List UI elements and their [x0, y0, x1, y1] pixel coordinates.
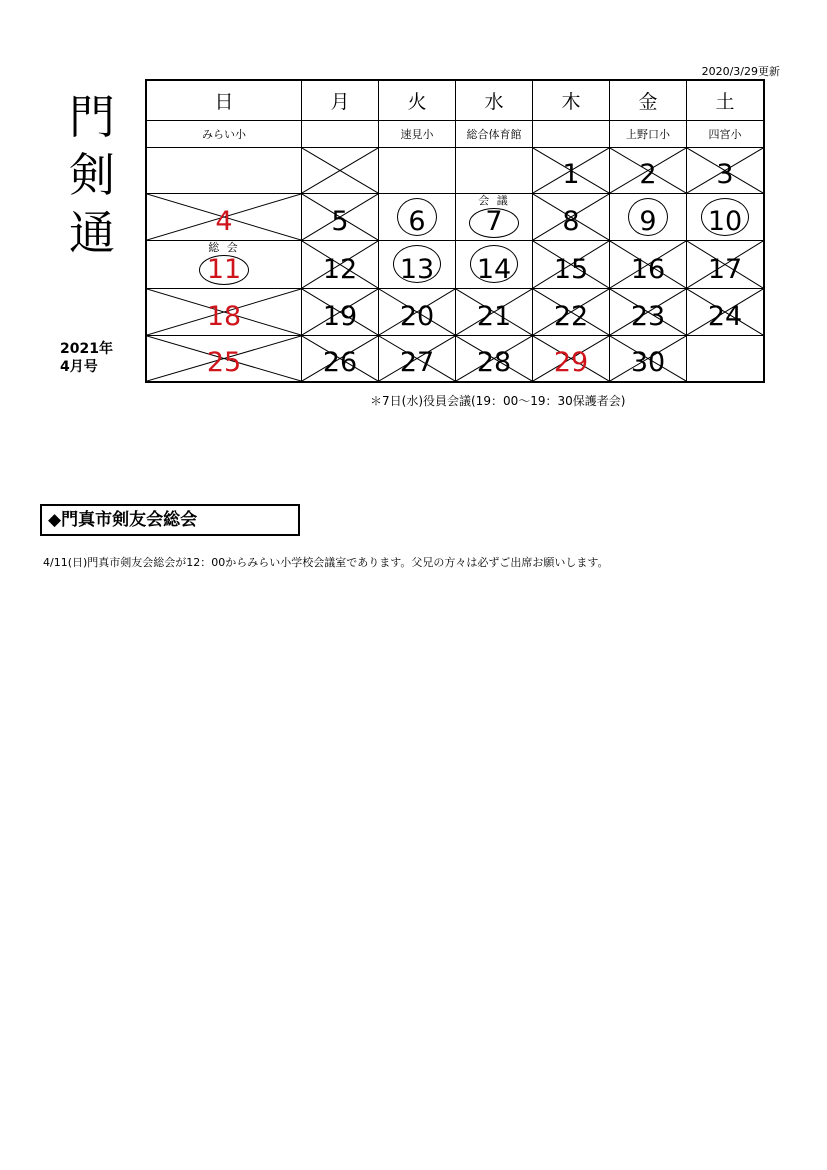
- day-number: 10: [707, 206, 743, 237]
- weekday-header: 木: [533, 81, 610, 121]
- day-number: 9: [639, 206, 657, 237]
- day-cell: [533, 194, 610, 241]
- day-cell: [456, 148, 533, 194]
- day-cell: [456, 194, 533, 241]
- day-cell: [147, 194, 302, 241]
- day-cell: [147, 148, 302, 194]
- day-number: 28: [476, 347, 512, 378]
- title-char: 通: [69, 206, 115, 260]
- issue-month: 4月号: [60, 359, 98, 375]
- day-cell: [302, 194, 379, 241]
- day-cell: [687, 289, 763, 336]
- venue-label: 上野口小: [610, 121, 687, 148]
- day-number: 16: [630, 254, 666, 285]
- weekday-header: 金: [610, 81, 687, 121]
- practice-calendar: [145, 79, 765, 383]
- day-number: 25: [206, 347, 242, 378]
- venue-label: みらい小: [147, 121, 302, 148]
- day-number: 21: [476, 301, 512, 332]
- day-cell: [147, 336, 302, 381]
- day-number: 17: [707, 254, 743, 285]
- day-number: 14: [476, 254, 512, 285]
- day-cell: [456, 336, 533, 381]
- day-number: 30: [630, 347, 666, 378]
- day-number: 27: [399, 347, 435, 378]
- day-cell: [302, 336, 379, 381]
- day-annotation: 会 議: [478, 194, 510, 207]
- day-number: 8: [562, 206, 580, 237]
- weekday-header: 水: [456, 81, 533, 121]
- day-cell: [147, 241, 302, 289]
- venue-label: 四宮小: [687, 121, 763, 148]
- cancel-mark-icon: [302, 148, 378, 193]
- calendar-footnote: ＊7日(水)役員会議(19：00～19：30保護者会): [370, 394, 626, 408]
- day-number: 29: [553, 347, 589, 378]
- issue-label: [60, 340, 113, 376]
- day-cell: [687, 336, 763, 381]
- day-cell: [687, 148, 763, 194]
- weekday-header: 土: [687, 81, 763, 121]
- day-number: 13: [399, 254, 435, 285]
- day-cell: [379, 336, 456, 381]
- day-number: 12: [322, 254, 358, 285]
- weekday-header: 月: [302, 81, 379, 121]
- day-cell: [147, 289, 302, 336]
- day-number: 18: [206, 301, 242, 332]
- day-cell: [379, 194, 456, 241]
- day-number: 22: [553, 301, 589, 332]
- day-cell: [687, 194, 763, 241]
- day-number: 24: [707, 301, 743, 332]
- day-cell: [687, 241, 763, 289]
- day-number: 4: [215, 206, 233, 237]
- day-number: 11: [206, 254, 242, 285]
- title-char: 剣: [69, 148, 115, 202]
- newsletter-title: [62, 88, 122, 262]
- day-number: 1: [562, 159, 580, 190]
- day-number: 5: [331, 206, 349, 237]
- day-cell: [302, 289, 379, 336]
- day-cell: [379, 289, 456, 336]
- day-annotation: 総 会: [208, 241, 240, 254]
- day-number: 15: [553, 254, 589, 285]
- day-number: 20: [399, 301, 435, 332]
- day-cell: [610, 289, 687, 336]
- day-number: 3: [716, 159, 734, 190]
- day-number: 2: [639, 159, 657, 190]
- day-cell: [456, 289, 533, 336]
- venue-label: [533, 121, 610, 148]
- day-number: 26: [322, 347, 358, 378]
- weekday-header: 火: [379, 81, 456, 121]
- weekday-header: 日: [147, 81, 302, 121]
- day-cell: [533, 241, 610, 289]
- day-number: 19: [322, 301, 358, 332]
- day-cell: [610, 336, 687, 381]
- day-cell: [610, 241, 687, 289]
- update-date: 2020/3/29更新: [701, 65, 780, 78]
- day-number: 23: [630, 301, 666, 332]
- day-number: 6: [408, 206, 426, 237]
- day-cell: [456, 241, 533, 289]
- venue-label: 総合体育館: [456, 121, 533, 148]
- day-cell: [610, 148, 687, 194]
- day-number: 7: [485, 206, 503, 237]
- day-cell: [610, 194, 687, 241]
- venue-label: [302, 121, 379, 148]
- title-char: 門: [69, 90, 115, 144]
- issue-year: 2021年: [60, 341, 113, 357]
- day-cell: [533, 289, 610, 336]
- venue-label: 速見小: [379, 121, 456, 148]
- day-cell: [302, 241, 379, 289]
- day-cell: [302, 148, 379, 194]
- section-body: 4/11(日)門真市剣友会総会が12：00からみらい小学校会議室であります。父兄の方々は必ずご出席お願いします。: [43, 556, 609, 569]
- day-cell: [379, 241, 456, 289]
- day-cell: [533, 148, 610, 194]
- day-cell: [533, 336, 610, 381]
- section-heading: ◆門真市剣友会総会: [40, 504, 300, 536]
- day-cell: [379, 148, 456, 194]
